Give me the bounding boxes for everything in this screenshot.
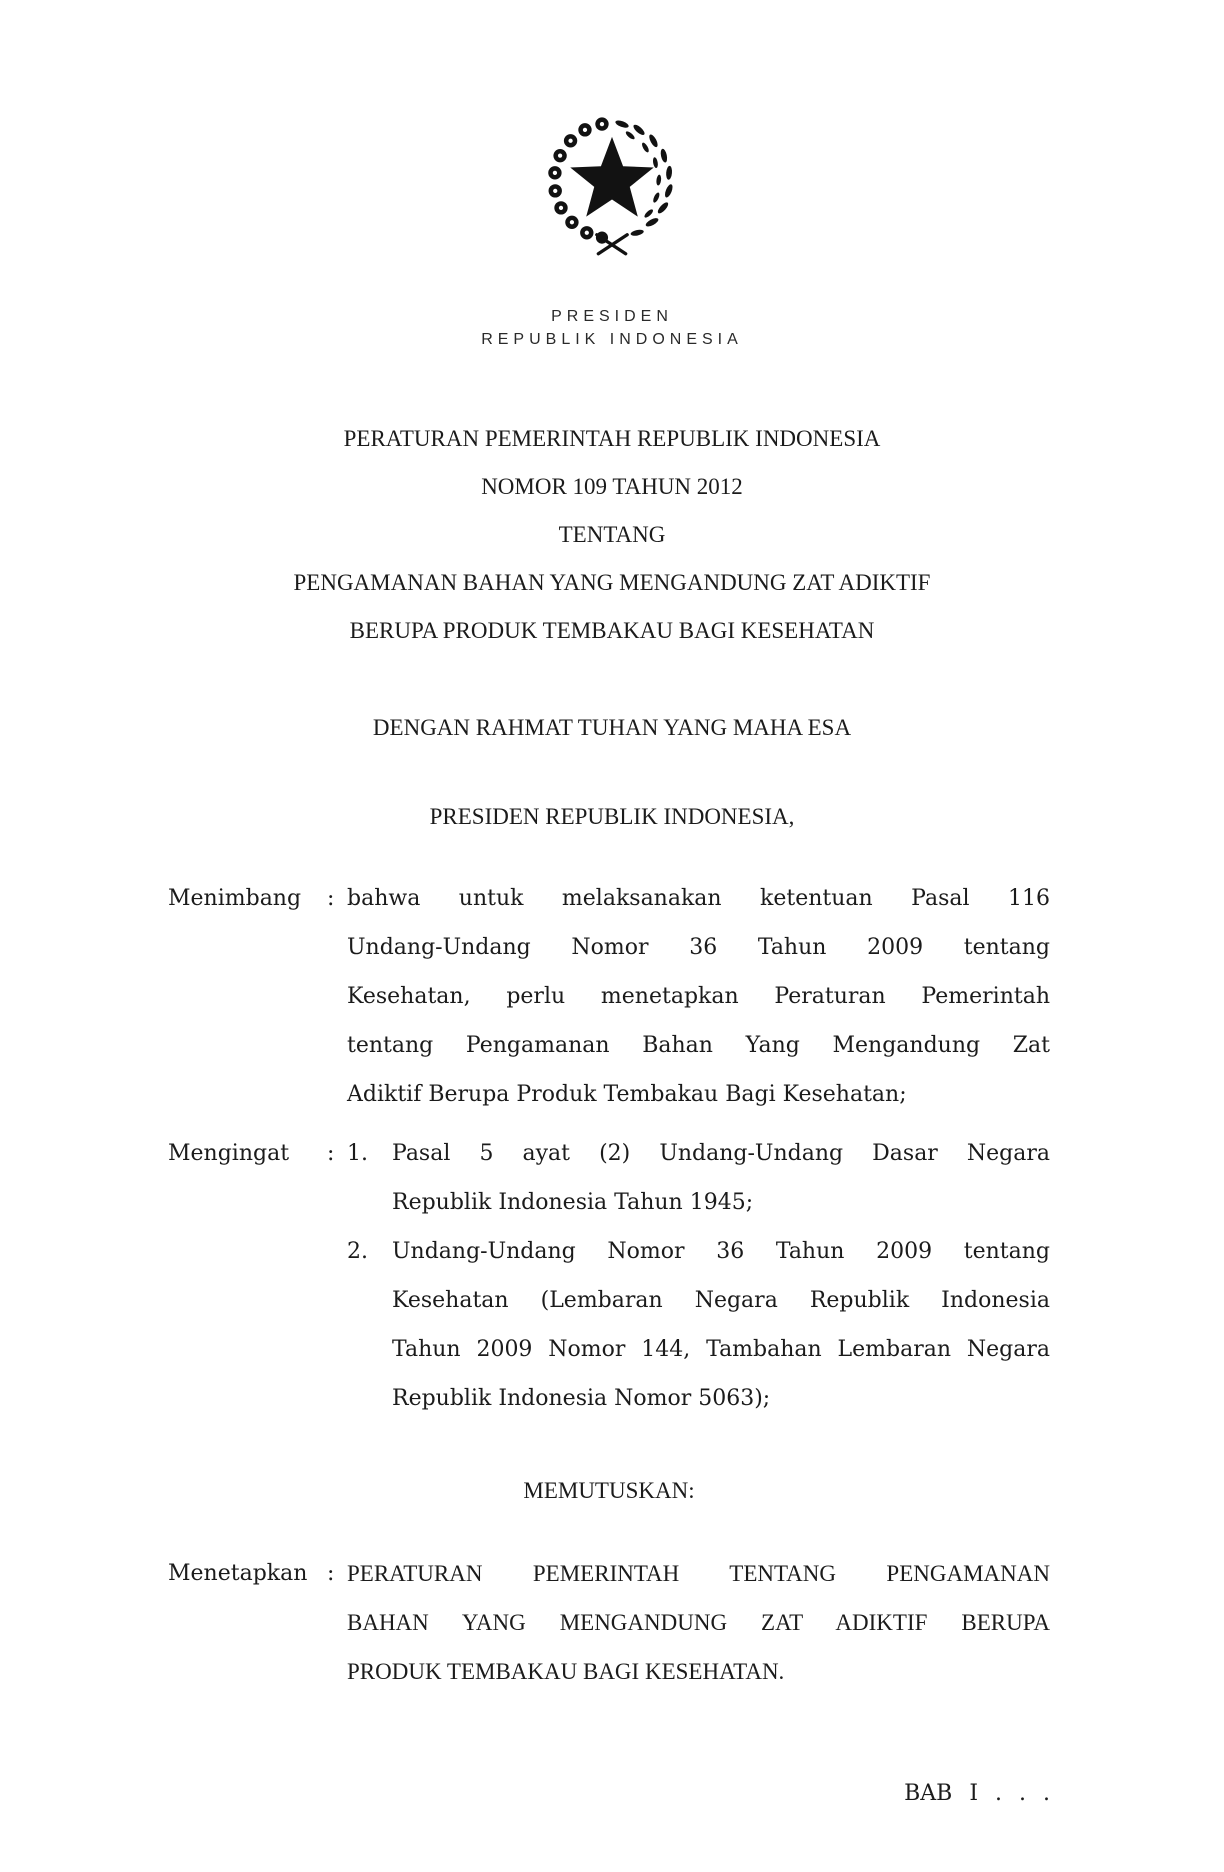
mengingat-item-number: 2. (347, 1239, 368, 1264)
mengingat-item-2 (347, 1227, 1050, 1423)
preamble-invocation-block (0, 704, 1224, 841)
star-wreath-icon (536, 108, 688, 278)
mengingat-colon: : (327, 1141, 335, 1166)
menetapkan-line: PRODUK TEMBAKAU BAGI KESEHATAN. (347, 1659, 785, 1684)
mengingat-item-line: Pasal 5 ayat (2) Undang-Undang Dasar Negara (392, 1141, 1050, 1166)
letterhead-presiden: PRESIDEN (551, 308, 673, 325)
menimbang-colon: : (327, 886, 335, 911)
page-footer (0, 1770, 1224, 1818)
mengingat-item-lines (392, 1129, 1050, 1227)
presidential-seal-emblem (536, 108, 688, 278)
menetapkan-line: BAHAN YANG MENGANDUNG ZAT ADIKTIF BERUPA (347, 1610, 1050, 1635)
clauses (0, 874, 1224, 1696)
title-line-tentang: TENTANG (558, 522, 666, 547)
title-line-peraturan: PERATURAN PEMERINTAH REPUBLIK INDONESIA (343, 426, 881, 451)
letterhead (0, 0, 1224, 349)
memutuskan-heading: MEMUTUSKAN: (523, 1478, 695, 1503)
menetapkan-label: Menetapkan (168, 1561, 308, 1586)
menimbang-line: Adiktif Berupa Produk Tembakau Bagi Kesehatan; (347, 1082, 907, 1107)
menetapkan-body (347, 1549, 1050, 1696)
menimbang-label: Menimbang (168, 886, 302, 911)
title-line-subject-2: BERUPA PRODUK TEMBAKAU BAGI KESEHATAN (349, 618, 875, 643)
mengingat-body (347, 1129, 1050, 1423)
mengingat-item-line: Republik Indonesia Tahun 1945; (392, 1190, 754, 1215)
title-block (0, 415, 1224, 655)
menetapkan-line: PERATURAN PEMERINTAH TENTANG PENGAMANAN (347, 1561, 1050, 1586)
catchword-bab-i: BAB I . . . (904, 1781, 1050, 1806)
menimbang-body (347, 874, 1050, 1119)
menimbang-line: bahwa untuk melaksanakan ketentuan Pasal 116 (347, 886, 1050, 911)
letterhead-republik-indonesia: REPUBLIK INDONESIA (481, 331, 743, 348)
mengingat-item-line: Tahun 2009 Nomor 144, Tambahan Lembaran Negara (392, 1337, 1050, 1362)
mengingat-label: Mengingat (168, 1141, 290, 1166)
mengingat-item-line: Republik Indonesia Nomor 5063); (392, 1386, 771, 1411)
invocation-authority: PRESIDEN REPUBLIK INDONESIA, (429, 804, 795, 829)
mengingat-item-lines (392, 1227, 1050, 1423)
clause-menimbang (168, 874, 1050, 1119)
menimbang-line: tentang Pengamanan Bahan Yang Mengandung Zat (347, 1033, 1050, 1058)
clause-menetapkan (168, 1549, 1050, 1696)
title-line-nomor: NOMOR 109 TAHUN 2012 (481, 474, 743, 499)
menimbang-line: Undang-Undang Nomor 36 Tahun 2009 tentang (347, 935, 1050, 960)
title-line-subject-1: PENGAMANAN BAHAN YANG MENGANDUNG ZAT ADIKTIF (293, 570, 931, 595)
invocation-grace: DENGAN RAHMAT TUHAN YANG MAHA ESA (372, 715, 852, 740)
mengingat-item-1 (347, 1129, 1050, 1227)
mengingat-item-number: 1. (347, 1141, 368, 1166)
clause-mengingat (168, 1129, 1050, 1423)
menetapkan-colon: : (327, 1561, 335, 1586)
menimbang-line: Kesehatan, perlu menetapkan Peraturan Pemerintah (347, 984, 1050, 1009)
mengingat-item-line: Kesehatan (Lembaran Negara Republik Indonesia (392, 1288, 1050, 1313)
mengingat-item-line: Undang-Undang Nomor 36 Tahun 2009 tentang (392, 1239, 1050, 1264)
